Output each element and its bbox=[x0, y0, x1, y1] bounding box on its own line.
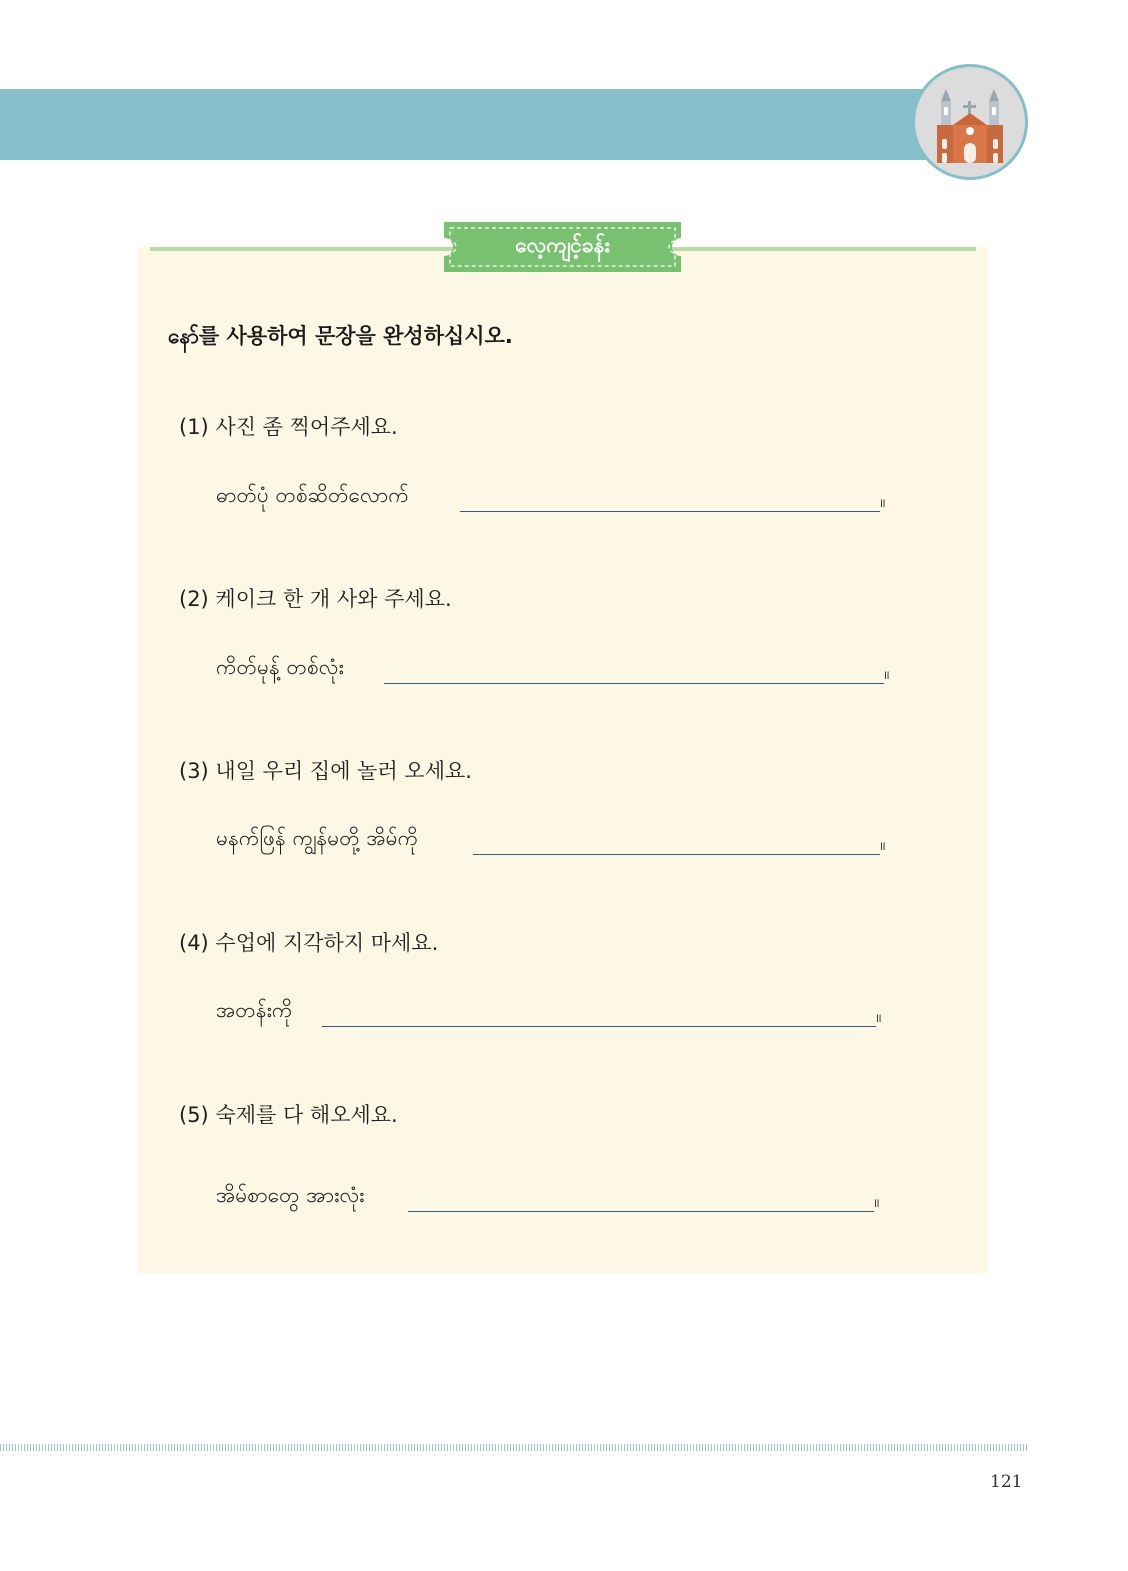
answer-prompt-2: ကိတ်မုန့် တစ်လုံး bbox=[216, 655, 344, 679]
answer-blank-3[interactable] bbox=[473, 854, 880, 855]
question-4: (4) 수업에 지각하지 마세요. bbox=[179, 931, 439, 955]
answer-row-3 bbox=[216, 825, 896, 859]
page-number: 121 bbox=[990, 1472, 1023, 1492]
answer-blank-5[interactable] bbox=[408, 1211, 874, 1212]
answer-row-5 bbox=[216, 1182, 896, 1216]
question-5: (5) 숙제를 다 해오세요. bbox=[179, 1103, 398, 1127]
answer-row-2 bbox=[216, 654, 896, 688]
answer-prompt-5: အိမ်စာတွေ အားလုံး bbox=[216, 1183, 365, 1207]
answer-blank-4[interactable] bbox=[322, 1026, 876, 1027]
answer-prompt-4: အတန်းကို bbox=[216, 998, 293, 1022]
header-band bbox=[0, 89, 960, 160]
answer-blank-1[interactable] bbox=[460, 511, 880, 512]
answer-row-1 bbox=[216, 482, 896, 516]
answer-prompt-3: မနက်ဖြန် ကျွန်မတို့ အိမ်ကို bbox=[216, 826, 419, 850]
footer-divider bbox=[0, 1444, 1027, 1451]
question-2: (2) 케이크 한 개 사와 주세요. bbox=[179, 587, 452, 611]
sentence-end-mark: ။ bbox=[884, 663, 890, 684]
instruction-text: နော်를 사용하여 문장을 완성하십시오. bbox=[168, 324, 513, 348]
church-icon bbox=[912, 64, 1028, 180]
question-1: (1) 사진 좀 찍어주세요. bbox=[179, 415, 398, 439]
question-3: (3) 내일 우리 집에 놀러 오세요. bbox=[179, 759, 472, 783]
answer-row-4 bbox=[216, 997, 896, 1031]
sentence-end-mark: ။ bbox=[876, 1006, 882, 1027]
sentence-end-mark: ။ bbox=[880, 834, 886, 855]
section-title: လေ့ကျင့်ခန်း bbox=[515, 233, 610, 257]
sentence-end-mark: ။ bbox=[874, 1191, 880, 1212]
section-ribbon bbox=[440, 220, 685, 274]
answer-prompt-1: ဓာတ်ပုံ တစ်ဆိတ်လောက် bbox=[216, 483, 409, 507]
sentence-end-mark: ။ bbox=[880, 491, 886, 512]
answer-blank-2[interactable] bbox=[384, 683, 884, 684]
